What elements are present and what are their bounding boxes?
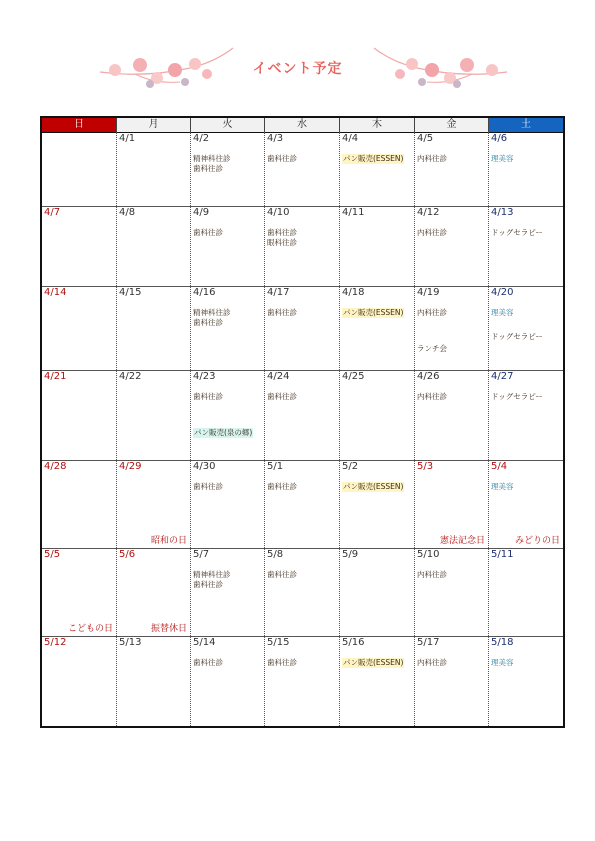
day-cell[interactable] (339, 206, 414, 286)
event-item: 歯科往診 眼科往診 (267, 228, 297, 247)
page-title: イベント予定 (252, 61, 343, 77)
weekday-header-mon: 月 (116, 118, 190, 132)
event-item: パン販売(ESSEN) (343, 658, 404, 667)
event-item: 理美容 (491, 308, 514, 317)
day-cell[interactable] (264, 132, 339, 206)
page-header (0, 40, 595, 100)
day-date: 5/8 (267, 549, 284, 560)
day-date: 4/21 (44, 371, 67, 382)
event-item: 歯科往診 (193, 482, 223, 491)
day-cell[interactable] (414, 548, 488, 636)
event-item: 歯科往診 (267, 154, 297, 163)
day-cell[interactable] (414, 636, 488, 726)
day-cell[interactable] (264, 206, 339, 286)
event-item: 内科往診 (417, 658, 447, 667)
day-cell[interactable] (42, 286, 116, 370)
weekday-header-row (42, 118, 563, 133)
day-date: 4/12 (417, 207, 440, 218)
day-date: 4/15 (119, 287, 142, 298)
day-date: 5/12 (44, 637, 67, 648)
day-cell[interactable] (116, 548, 190, 636)
week-row (42, 370, 563, 460)
event-item: 歯科往診 (267, 308, 297, 317)
day-date: 5/2 (342, 461, 359, 472)
day-date: 4/13 (491, 207, 514, 218)
day-date: 4/16 (193, 287, 216, 298)
day-date: 5/7 (193, 549, 210, 560)
day-date: 4/25 (342, 371, 365, 382)
event-item: ドッグセラピー (491, 392, 543, 401)
day-date: 4/24 (267, 371, 290, 382)
day-cell[interactable] (42, 636, 116, 726)
holiday-label: 憲法記念日 (439, 536, 485, 546)
event-item: ランチ会 (417, 344, 447, 353)
day-cell[interactable] (339, 370, 414, 460)
day-cell[interactable] (488, 370, 563, 460)
week-row (42, 548, 563, 636)
day-date: 4/14 (44, 287, 67, 298)
day-cell[interactable] (488, 132, 563, 206)
day-cell[interactable] (190, 460, 264, 548)
day-date: 4/3 (267, 133, 284, 144)
day-date: 5/18 (491, 637, 514, 648)
event-item: 理美容 (491, 154, 514, 163)
day-cell[interactable] (190, 206, 264, 286)
day-date: 4/18 (342, 287, 365, 298)
event-item: 内科往診 (417, 228, 447, 237)
day-date: 5/16 (342, 637, 365, 648)
calendar-grid (40, 116, 565, 728)
day-cell[interactable] (116, 636, 190, 726)
day-date: 4/6 (491, 133, 508, 144)
weekday-header-fri: 金 (414, 118, 488, 132)
event-item: 内科往診 (417, 154, 447, 163)
day-cell[interactable] (339, 636, 414, 726)
day-cell[interactable] (116, 286, 190, 370)
event-item: 内科往診 (417, 308, 447, 317)
event-item: 歯科往診 (267, 482, 297, 491)
day-cell[interactable] (116, 206, 190, 286)
day-date: 4/19 (417, 287, 440, 298)
holiday-label: 振替休日 (150, 624, 187, 634)
day-cell[interactable] (116, 460, 190, 548)
day-date: 4/20 (491, 287, 514, 298)
event-item: 精神科往診 歯科往診 (193, 308, 231, 327)
day-date: 4/2 (193, 133, 210, 144)
day-cell[interactable] (339, 132, 414, 206)
event-item: ドッグセラピー (491, 332, 543, 341)
day-cell[interactable] (190, 370, 264, 460)
day-date: 4/30 (193, 461, 216, 472)
day-date: 4/11 (342, 207, 365, 218)
day-date: 5/14 (193, 637, 216, 648)
day-cell[interactable] (339, 548, 414, 636)
day-date: 5/10 (417, 549, 440, 560)
day-cell[interactable] (488, 286, 563, 370)
day-date: 4/7 (44, 207, 61, 218)
day-date: 4/17 (267, 287, 290, 298)
day-cell[interactable] (190, 132, 264, 206)
event-item: パン販売(ESSEN) (343, 308, 404, 317)
weekday-header-thu: 木 (339, 118, 414, 132)
day-date: 5/6 (119, 549, 136, 560)
day-cell[interactable] (488, 636, 563, 726)
day-date: 5/17 (417, 637, 440, 648)
day-cell[interactable] (264, 460, 339, 548)
day-cell[interactable] (339, 460, 414, 548)
day-cell[interactable] (264, 286, 339, 370)
day-date: 4/5 (417, 133, 434, 144)
day-cell[interactable] (116, 370, 190, 460)
day-cell[interactable] (488, 460, 563, 548)
day-date: 4/4 (342, 133, 359, 144)
cherry-blossom-branch-right (372, 40, 512, 90)
day-date: 4/23 (193, 371, 216, 382)
day-cell[interactable] (414, 132, 488, 206)
day-cell[interactable] (42, 548, 116, 636)
day-cell[interactable] (190, 286, 264, 370)
event-item: 歯科往診 (267, 392, 297, 401)
event-item: 歯科往診 (193, 228, 223, 237)
day-cell[interactable] (414, 460, 488, 548)
holiday-label: 昭和の日 (150, 536, 187, 546)
day-date: 4/10 (267, 207, 290, 218)
day-cell[interactable] (488, 548, 563, 636)
day-date: 5/15 (267, 637, 290, 648)
day-date: 4/1 (119, 133, 136, 144)
day-date: 5/4 (491, 461, 508, 472)
event-item: ドッグセラピー (491, 228, 543, 237)
holiday-label: こどもの日 (67, 624, 113, 634)
holiday-label: みどりの日 (514, 536, 560, 546)
day-cell[interactable] (264, 370, 339, 460)
event-item: 歯科往診 (193, 658, 223, 667)
day-date: 4/26 (417, 371, 440, 382)
day-cell[interactable] (414, 370, 488, 460)
weekday-header-tue: 火 (190, 118, 264, 132)
event-item: 歯科往診 (267, 570, 297, 579)
event-item: 歯科往診 (267, 658, 297, 667)
day-cell[interactable] (116, 132, 190, 206)
day-cell[interactable] (264, 636, 339, 726)
day-cell[interactable] (42, 206, 116, 286)
weekday-header-sat: 土 (488, 118, 563, 132)
day-date: 5/13 (119, 637, 142, 648)
week-row (42, 206, 563, 286)
day-cell[interactable] (42, 460, 116, 548)
day-date: 4/27 (491, 371, 514, 382)
day-cell[interactable] (339, 286, 414, 370)
day-cell[interactable] (42, 370, 116, 460)
day-date: 4/22 (119, 371, 142, 382)
week-row (42, 132, 563, 206)
day-cell[interactable] (190, 636, 264, 726)
weekday-header-sun: 日 (42, 118, 116, 132)
event-item: 内科往診 (417, 570, 447, 579)
event-item: 精神科往診 歯科往診 (193, 570, 231, 589)
week-row (42, 286, 563, 370)
event-item: 理美容 (491, 658, 514, 667)
event-item: 内科往診 (417, 392, 447, 401)
event-item: 理美容 (491, 482, 514, 491)
day-date: 5/9 (342, 549, 359, 560)
day-cell[interactable] (42, 132, 116, 206)
week-row (42, 460, 563, 548)
day-date: 4/29 (119, 461, 142, 472)
day-cell[interactable] (414, 286, 488, 370)
weekday-header-wed: 水 (264, 118, 339, 132)
day-date: 5/5 (44, 549, 61, 560)
day-cell[interactable] (264, 548, 339, 636)
week-row (42, 636, 563, 726)
event-item: 歯科往診 (193, 392, 223, 401)
day-date: 4/28 (44, 461, 67, 472)
event-item: 精神科往診 歯科往診 (193, 154, 231, 173)
day-date: 5/11 (491, 549, 514, 560)
day-cell[interactable] (190, 548, 264, 636)
event-item: パン販売(ESSEN) (343, 482, 404, 491)
day-date: 5/3 (417, 461, 434, 472)
day-date: 4/9 (193, 207, 210, 218)
event-item: パン販売(ESSEN) (343, 154, 404, 163)
event-item: パン販売(泉の郷) (194, 428, 253, 437)
day-date: 4/8 (119, 207, 136, 218)
day-date: 5/1 (267, 461, 284, 472)
day-cell[interactable] (488, 206, 563, 286)
day-cell[interactable] (414, 206, 488, 286)
